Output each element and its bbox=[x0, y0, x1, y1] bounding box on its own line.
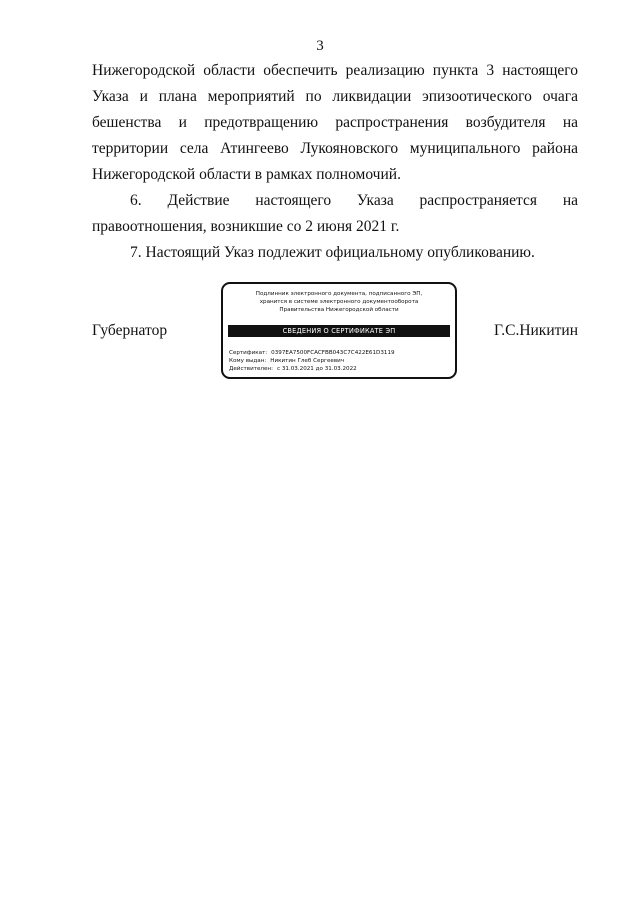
electronic-signature-stamp bbox=[221, 282, 457, 379]
document-body bbox=[92, 58, 578, 266]
issued-to-value: Никитин Глеб Сергеевич bbox=[270, 358, 345, 364]
signatory-title: Губернатор bbox=[92, 322, 168, 339]
paragraph-item-7: 7. Настоящий Указ подлежит официальному опубликованию. bbox=[130, 244, 535, 261]
certificate-row bbox=[229, 349, 395, 357]
paragraph-item-6: 6. Действие настоящего Указа распространяется на правоотношения, возникшие со 2 июня 2021 г. bbox=[92, 192, 578, 235]
signatory-name: Г.С.Никитин bbox=[494, 322, 578, 339]
valid-period-label: Действителен: bbox=[229, 366, 273, 372]
page-number: 3 bbox=[316, 38, 324, 54]
stamp-header-line: Правительства Нижегородской области bbox=[279, 307, 399, 313]
certificate-label: Сертификат: bbox=[229, 350, 268, 356]
certificate-details bbox=[229, 349, 395, 373]
paragraph-continuation: Нижегородской области обеспечить реализацию пункта 3 настоящего Указа и плана мероприятий по ликвидации эпизоотического очага бешенства и предотвращению распространения возбудителя на территории села Атингеево Лукояновского муниципального района Нижегородской области в рамках полномочий. bbox=[92, 62, 578, 183]
stamp-header bbox=[223, 290, 455, 314]
certificate-info-bar: СВЕДЕНИЯ О СЕРТИФИКАТЕ ЭП bbox=[228, 325, 450, 337]
signature-block bbox=[0, 282, 640, 384]
issued-to-label: Кому выдан: bbox=[229, 358, 267, 364]
stamp-header-line: Подлинник электронного документа, подписанного ЭП, bbox=[255, 291, 423, 297]
issued-to-row bbox=[229, 357, 395, 365]
stamp-header-line: хранится в системе электронного документооборота bbox=[259, 299, 419, 305]
valid-period-value: с 31.03.2021 до 31.03.2022 bbox=[276, 366, 357, 372]
certificate-value: 0397EA7500FCACFBB043C7C422E61D3119 bbox=[271, 350, 395, 356]
valid-period-row bbox=[229, 365, 395, 373]
